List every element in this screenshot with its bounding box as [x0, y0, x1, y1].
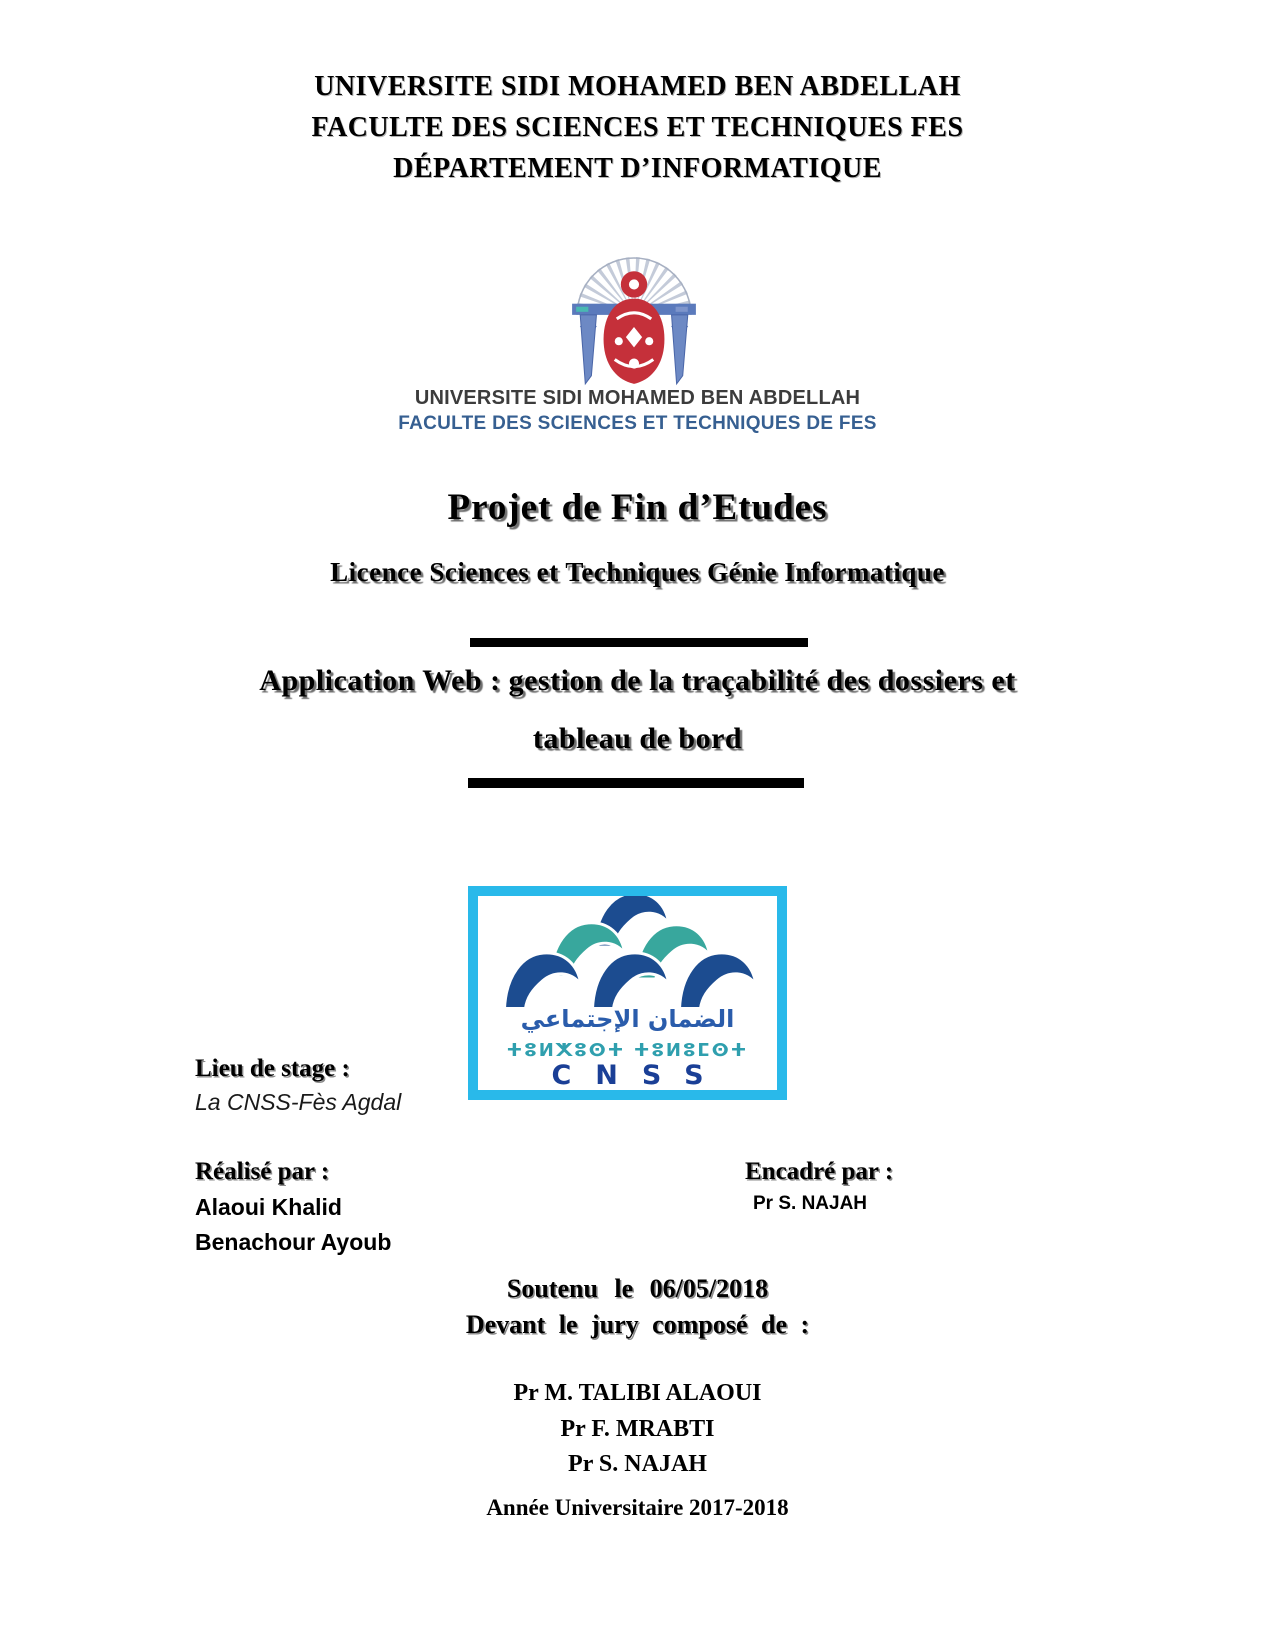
author-name: Benachour Ayoub [195, 1229, 392, 1255]
project-title-line1: Application Web : gestion de la traçabilité des dossiers et [259, 664, 1016, 697]
university-crest-logo [568, 256, 700, 394]
university-name: UNIVERSITE SIDI MOHAMED BEN ABDELLAH [314, 71, 961, 102]
internship-value: La CNSS-Fès Agdal [195, 1089, 402, 1115]
authors-label: Réalisé par : [195, 1158, 330, 1185]
cnss-tifinagh-text: ⵜⵓⵍⵅⵓⵙⵜ ⵜⵓⵍⵓⵎⵙⵜ [506, 1040, 749, 1061]
divider-rule-bottom [468, 778, 804, 788]
supervisor-label: Encadré par : [745, 1158, 894, 1185]
degree-subtitle: Licence Sciences et Techniques Génie Informatique [330, 557, 945, 587]
crest-caption-faculty: FACULTE DES SCIENCES ET TECHNIQUES DE FES [398, 413, 877, 434]
university-crest-icon [568, 256, 700, 394]
cnss-arcs-icon [478, 896, 777, 1010]
department-name: DÉPARTEMENT D’INFORMATIQUE [393, 153, 882, 184]
jury-member: Pr F. MRABTI [560, 1416, 715, 1442]
jury-member: Pr M. TALIBI ALAOUI [513, 1380, 762, 1406]
defense-jury-intro: Devant le jury composé de : [465, 1310, 810, 1339]
supervisor-name: Pr S. NAJAH [753, 1193, 868, 1214]
jury-member: Pr S. NAJAH [568, 1451, 707, 1477]
author-name: Alaoui Khalid [195, 1194, 342, 1220]
defense-date-line: Soutenu le 06/05/2018 [506, 1274, 769, 1303]
cnss-logo [468, 886, 787, 1100]
internship-label: Lieu de stage : [195, 1055, 350, 1082]
academic-year: Année Universitaire 2017-2018 [486, 1495, 789, 1520]
cnss-acronym: CNSS [551, 1060, 728, 1091]
crest-caption-university: UNIVERSITE SIDI MOHAMED BEN ABDELLAH [414, 387, 861, 409]
project-title-line2: tableau de bord [532, 722, 743, 755]
report-title: Projet de Fin d’Etudes [447, 487, 828, 528]
university-header [0, 66, 1275, 189]
faculty-name: FACULTE DES SCIENCES ET TECHNIQUES FES [311, 112, 964, 143]
cnss-arabic-text: الضمان الإجتماعي [520, 1005, 735, 1033]
divider-rule-top [470, 638, 808, 647]
